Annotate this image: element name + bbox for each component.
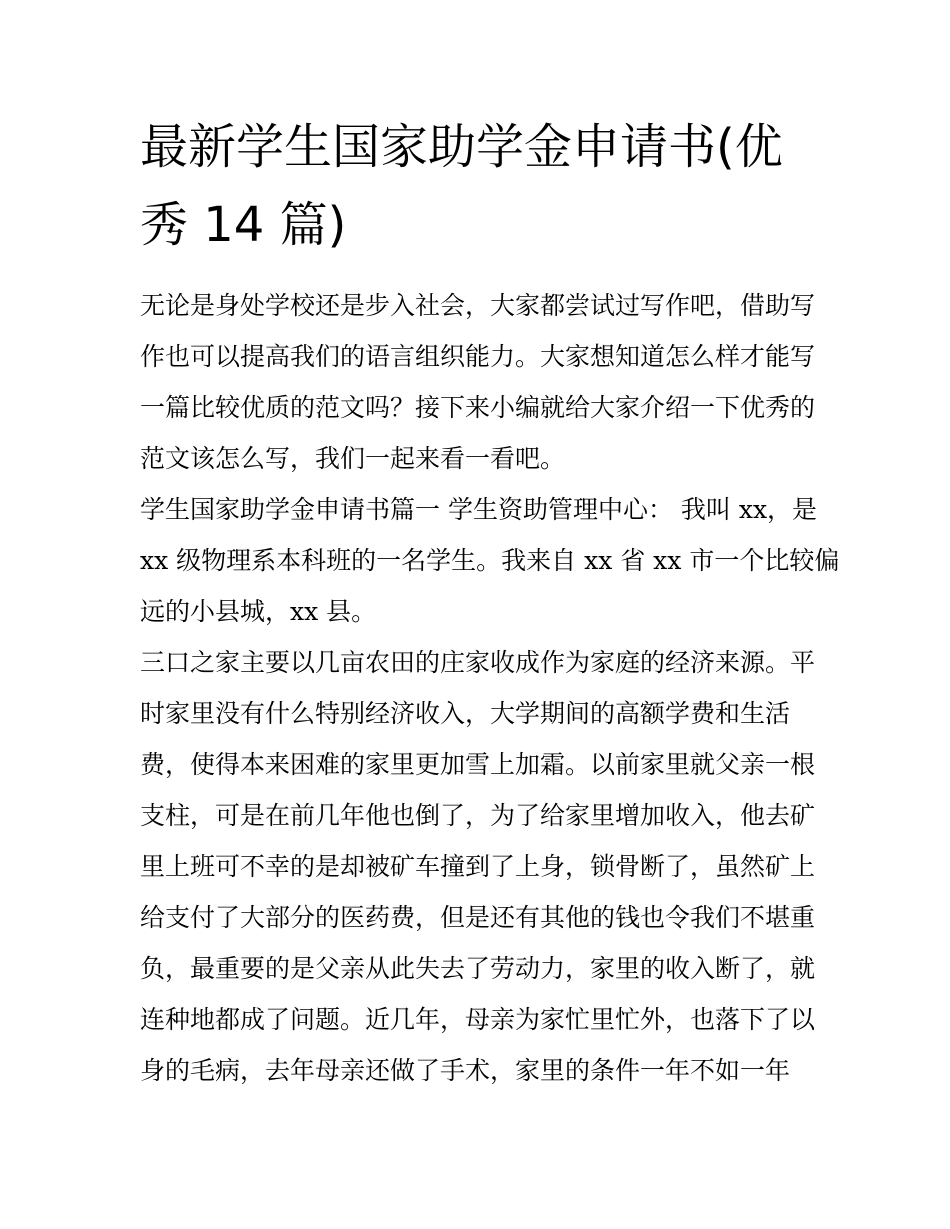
text-line: xx 级物理系本科班的一名学生。我来自 xx 省 xx 市一个比较偏 [140, 546, 840, 575]
document-title [140, 108, 830, 264]
text-line: 负，最重要的是父亲从此失去了劳动力，家里的收入断了，就 [140, 954, 816, 983]
text-line: 里上班可不幸的是却被矿车撞到了上身，锁骨断了，虽然矿上 [140, 852, 816, 881]
text-line: 无论是身处学校还是步入社会，大家都尝试过写作吧，借助写 [140, 291, 816, 320]
text-line: 给支付了大部分的医药费，但是还有其他的钱也令我们不堪重 [140, 903, 816, 932]
text-line: 时家里没有什么特别经济收入，大学期间的高额学费和生活 [140, 699, 791, 728]
text-line: 范文该怎么写，我们一起来看一看吧。 [140, 444, 566, 473]
document-body [140, 280, 840, 1096]
text-line: 学生国家助学金申请书篇一 学生资助管理中心： 我叫 xx，是 [140, 495, 818, 524]
text-line: 支柱，可是在前几年他也倒了，为了给家里增加收入，他去矿 [140, 801, 816, 830]
text-line: 三口之家主要以几亩农田的庄家收成作为家庭的经济来源。平 [140, 648, 816, 677]
text-line: 作也可以提高我们的语言组织能力。大家想知道怎么样才能写 [140, 342, 816, 371]
title-line-1: 最新学生国家助学金申请书(优 [140, 119, 783, 175]
text-line: 一篇比较优质的范文吗？接下来小编就给大家介绍一下优秀的 [140, 393, 816, 422]
text-line: 身的毛病，去年母亲还做了手术，家里的条件一年不如一年 [140, 1056, 791, 1085]
intro-paragraph [140, 280, 820, 484]
letter-opening-paragraph [140, 484, 840, 637]
family-situation-paragraph [140, 637, 820, 1096]
text-line: 连种地都成了问题。近几年，母亲为家忙里忙外，也落下了以 [140, 1005, 816, 1034]
title-line-2: 秀 14 篇) [140, 197, 347, 253]
text-line: 费，使得本来困难的家里更加雪上加霜。以前家里就父亲一根 [140, 750, 816, 779]
text-line: 远的小县城，xx 县。 [140, 597, 377, 626]
